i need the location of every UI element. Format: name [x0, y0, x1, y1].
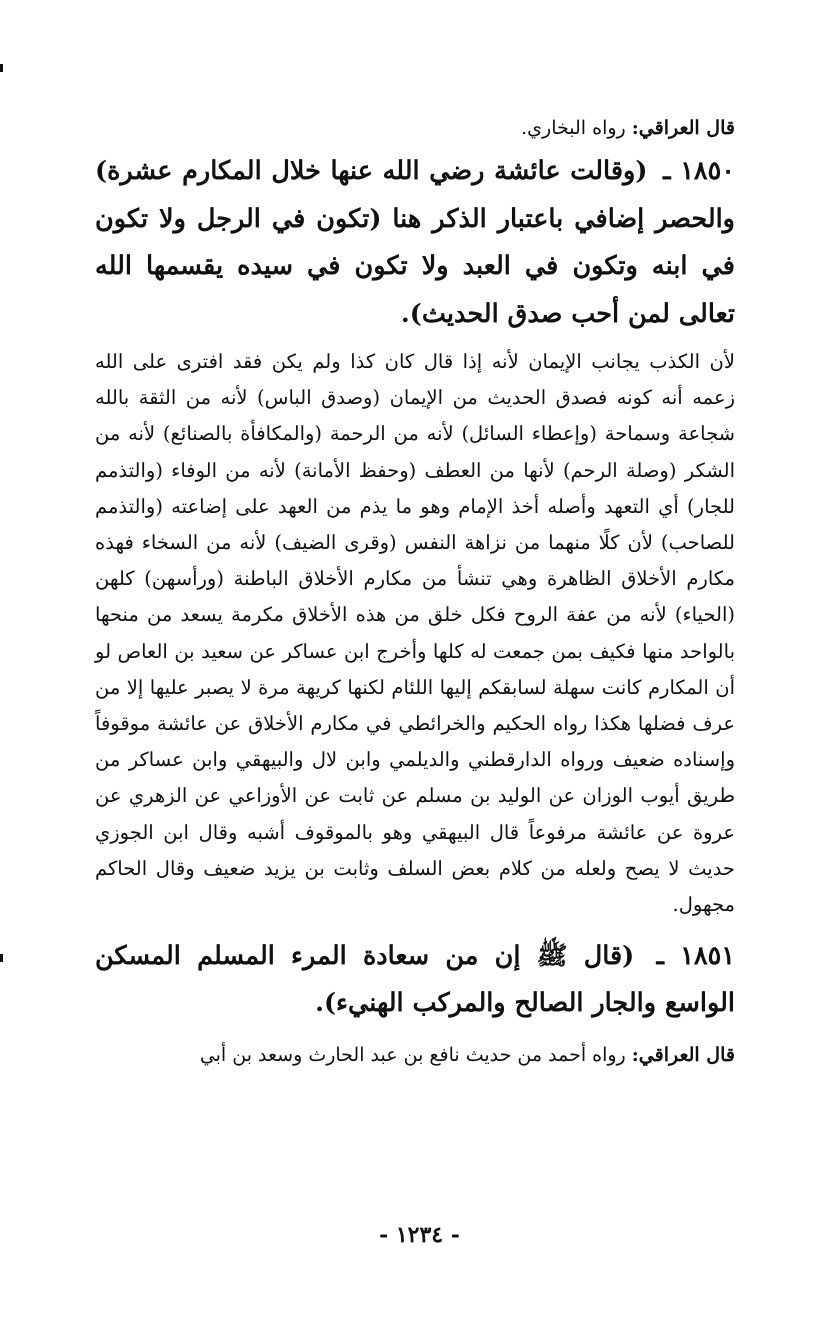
- source-text: رواه البخاري.: [521, 117, 626, 139]
- source-text: رواه أحمد من حديث نافع بن عبد الحارث وسعد بن أبي: [199, 1044, 626, 1067]
- hadith-number: ١٨٥١ ـ: [656, 941, 735, 972]
- page-edge-mark: [0, 954, 3, 962]
- source-label: قال العراقي:: [631, 1044, 735, 1067]
- source-note: [95, 1035, 735, 1075]
- source-label: قال العراقي:: [631, 117, 735, 139]
- hadith-text: (وقالت عائشة رضي الله عنها خلال المكارم عشرة) والحصر إضافي باعتبار الذكر هنا (تكون في الرجل ولا تكون في ابنه وتكون في العبد ولا تكون في سيده يقسمها الله تعالى لمن أحب صدق الحديث).: [95, 156, 735, 329]
- hadith-entry: [95, 933, 735, 1027]
- page-body: [95, 108, 735, 1075]
- page-edge-mark: [0, 64, 3, 72]
- hadith-number: ١٨٥٠ ـ: [663, 156, 735, 186]
- hadith-text: (قال ﷺ إن من سعادة المرء المسلم المسكن الواسع والجار الصالح والمركب الهنيء).: [95, 941, 735, 1019]
- source-note: [95, 108, 735, 148]
- hadith-entry: [95, 148, 735, 338]
- commentary-paragraph: لأن الكذب يجانب الإيمان لأنه إذا قال كان كذا ولم يكن فقد افترى على الله زعمه أنه كونه فصدق الحديث من الإيمان (وصدق الباس) لأنه من الثقة بالله شجاعة وسماحة (وإعطاء السائل) لأنه من الرحمة (والمكافأة بالصنائع) لأنه من الشكر (وصلة الرحم) لأنها من العطف (وحفظ الأمانة) لأنه من الوفاء (والتذمم للجار) أي التعهد وأصله أخذ الإمام وهو ما يذم من العهد على إضاعته (والتذمم للصاحب) لأن كلًا منهما من نزاهة النفس (وقرى الضيف) لأنه من السخاء فهذه مكارم الأخلاق الظاهرة وهي تنشأ من مكارم الأخلاق الباطنة (ورأسهن) كلهن (الحياء) لأنه من عفة الروح فكل خلق من هذه الأخلاق مكرمة يسعد من منحها بالواحد منها فكيف بمن جمعت له كلها وأخرج ابن عساكر عن سعيد بن العاص لو أن المكارم كانت سهلة لسابقكم إليها اللئام لكنها كريهة مرة لا يصبر عليها إلا من عرف فضلها هكذا رواه الحكيم والخرائطي في مكارم الأخلاق عن عائشة موقوفاً وإسناده ضعيف ورواه الدارقطني والديلمي وابن لال والبيهقي وابن عساكر من طريق أيوب الوزان عن الوليد بن مسلم عن ثابت عن الأوزاعي عن الزهري عن عروة عن عائشة مرفوعاً قال البيهقي وهو بالموقوف أشبه وقال ابن الجوزي حديث لا يصح ولعله من كلام بعض السلف وثابت بن يزيد ضعيف وقال الحاكم مجهول.: [95, 350, 735, 917]
- page-number: - ١٢٣٤ -: [379, 1222, 460, 1248]
